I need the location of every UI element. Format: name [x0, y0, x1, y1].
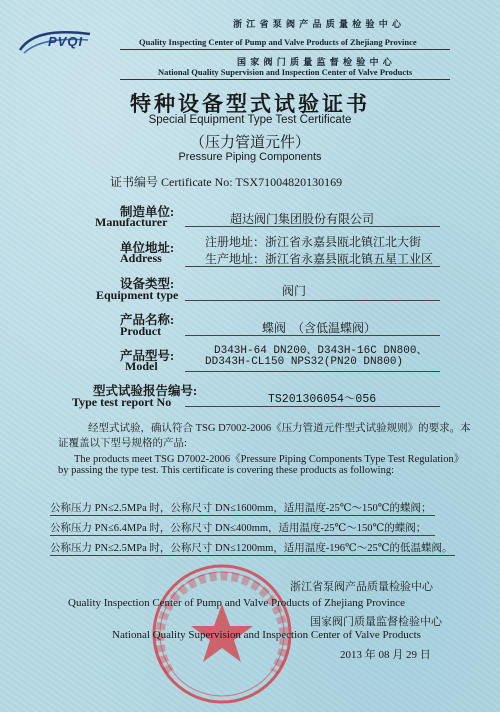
footer-center-en: Quality Inspection Center of Pump and Valve Products of Zhejiang Province [68, 597, 406, 609]
equipment-type-value: 阀门 [282, 284, 307, 298]
footer-national-en: National Quality Supervision and Inspection Center of Valve Products [112, 629, 421, 641]
statement-en-line1: The products meet TSG D7002-2006《Pressure Piping Components Type Test Regulation》 [74, 454, 465, 465]
product-label-cn: 产品名称: [120, 313, 175, 327]
footer-center-cn: 浙江省泵阀产品质量检验中心 [290, 581, 433, 593]
address-label-cn: 单位地址: [120, 241, 175, 255]
header-center-cn: 浙 江 省 泵 阀 产 品 质 量 检 验 中 心 [233, 19, 403, 29]
certificate-title-en: Special Equipment Type Test Certificate [148, 114, 352, 126]
manufacturer-underline [185, 226, 440, 227]
rating-underline-2 [50, 535, 435, 536]
report-no-label-cn: 型式试验报告编号: [93, 384, 198, 398]
equipment-type-label-en: Equipment type [96, 288, 179, 302]
header-center-en: Quality Inspecting Center of Pump and Valve Products of Zhejiang Province [139, 37, 417, 47]
rating-line-1: 公称压力 PN≤2.5MPa 时，公称尺寸 DN≤1600mm，适用温度-25℃～150℃的蝶阀； [50, 503, 432, 514]
rating-line-2: 公称压力 PN≤6.4MPa 时，公称尺寸 DN≤400mm，适用温度-25℃～150℃的蝶阀； [50, 523, 427, 534]
product-label-en: Product [120, 324, 162, 338]
rating-line-3: 公称压力 PN≤2.5MPa 时，公称尺寸 DN≤1200mm，适用温度-196℃～25℃的低温蝶阀。 [50, 543, 453, 554]
certificate-number: 证书编号 Certificate No: TSX71004820130169 [110, 175, 343, 189]
manufacturer-label-cn: 制造单位: [120, 205, 175, 219]
statement-cn-line2: 证覆盖以下型号规格的产品: [58, 438, 187, 449]
manufacturer-value: 超达阀门集团股份有限公司 [230, 212, 375, 226]
statement-en-line2: by passing the type test. This certificate is covering these products as following: [58, 465, 395, 476]
rating-underline-1 [50, 515, 435, 516]
statement-cn-line1: 经型式试验，确认符合 TSG D7002-2006《压力管道元件型式试验规则》的要求。本 [88, 423, 471, 434]
address-production: 生产地址：浙江省永嘉县瓯北镇五星工业区 [205, 252, 434, 266]
address-underline [185, 266, 440, 267]
equipment-type-label-cn: 设备类型: [120, 277, 175, 291]
pvqi-logo [18, 28, 92, 56]
model-value-line2: DD343H-CL150 NPS32(PN20 DN800) [205, 356, 404, 368]
address-label-en: Address [120, 251, 162, 265]
product-value: 蝶阀 （含低温蝶阀） [262, 321, 377, 335]
certificate-subtitle-en: Pressure Piping Components [178, 151, 322, 163]
issue-date: 2013 年 08 月 29 日 [340, 649, 431, 661]
header-national-cn: 国 家 阀 门 质 量 监 督 检 验 中 心 [237, 57, 393, 67]
header-rule-1 [120, 49, 450, 50]
certificate-title-cn: 特种设备型式试验证书 [130, 92, 370, 116]
report-no-underline [185, 406, 440, 407]
footer-national-cn: 国家阀门质量监督检验中心 [310, 616, 442, 628]
model-label-en: Model [125, 359, 158, 373]
report-no-value: TS201306054～056 [268, 393, 377, 406]
logo-text: PVQI [48, 34, 84, 49]
model-label-cn: 产品型号: [120, 349, 175, 363]
model-value-line1: D343H-64 DN200、D343H-16C DN800、 [214, 345, 428, 357]
report-no-label-en: Type test report No [72, 395, 172, 409]
product-underline [185, 335, 440, 336]
manufacturer-label-en: Manufacturer [95, 215, 168, 229]
model-underline [185, 371, 440, 372]
equipment-type-underline [185, 300, 440, 301]
certificate-subtitle-cn: （压力管道元件） [189, 135, 310, 151]
rating-underline-3 [50, 555, 455, 556]
header-national-en: National Quality Supervision and Inspection Center of Valve Products [158, 67, 413, 77]
header-rule-2 [120, 79, 450, 80]
address-registered: 注册地址：浙江省永嘉县瓯北镇江北大街 [205, 235, 422, 249]
